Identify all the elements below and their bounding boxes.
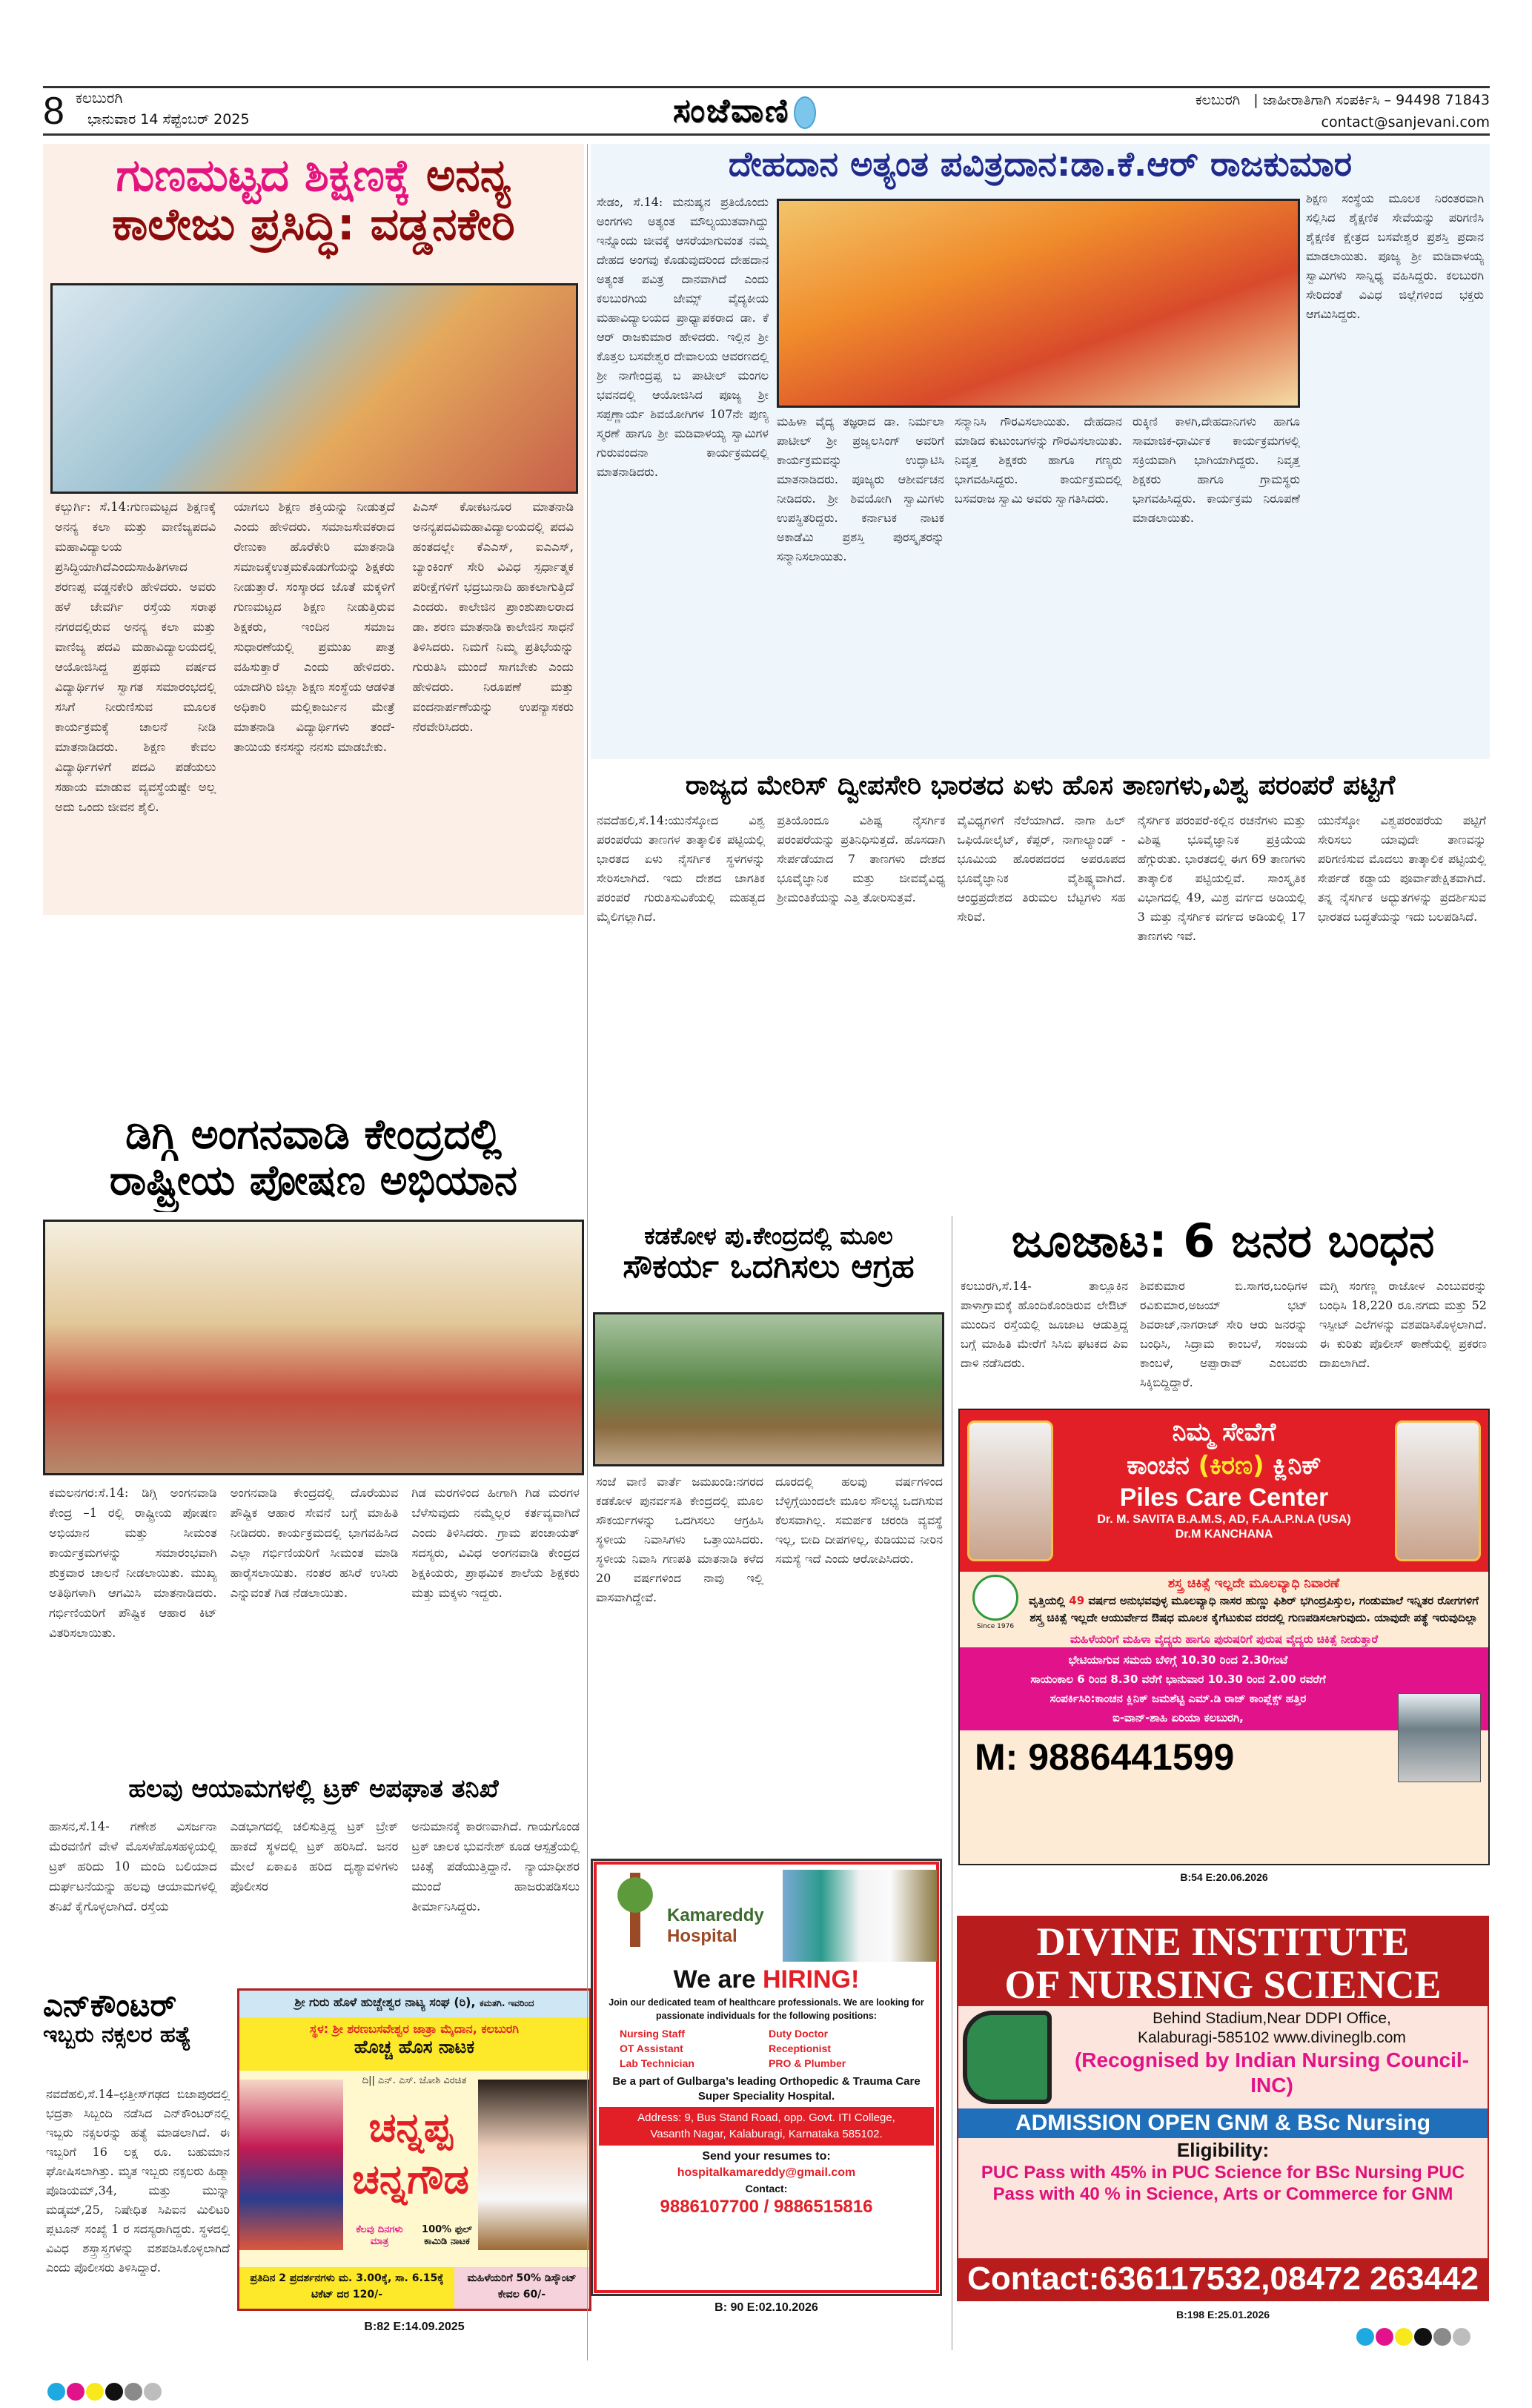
clinic-address1: ಸಂಪರ್ಕಿಸಿರಿ:ಕಾಂಚನ ಕ್ಲಿನಿಕ್ ಜಮಶೆಟ್ಟಿ ಎಮ್.ಡಿ ರಾಜ್ ಕಾಂಪ್ಲೆಕ್ಸ್ ಹತ್ತಿರ bbox=[1049, 1692, 1307, 1705]
black-dot-icon bbox=[1414, 2328, 1432, 2346]
actress-photo bbox=[239, 2080, 343, 2250]
clinic-slogan: ಶಸ್ತ್ರ ಚಿಕಿತ್ಸೆ ಇಲ್ಲದೇ ಮೂಲವ್ಯಾಧಿ ನಿವಾರಣೆ bbox=[1167, 1576, 1340, 1591]
headline-truck: ಹಲವು ಆಯಾಮಗಳಲ್ಲಿ ಟ್ರಕ್ ಅಪಘಾತ ತನಿಖೆ bbox=[128, 1776, 499, 1804]
clinic-ad-code: B:54 E:20.06.2026 bbox=[1180, 1871, 1268, 1883]
clinic-women: ಮಹಿಳೆಯರಿಗೆ ಮಹಿಳಾ ವೈದ್ಯರು ಹಾಗೂ ಪುರುಷರಿಗೆ ಪುರುಷ ವೈದ್ಯರು ಚಿಕಿತ್ಸೆ ನೀಡುತ್ತಾರೆ bbox=[1070, 1633, 1379, 1646]
doctor-savita-photo bbox=[967, 1420, 1053, 1561]
article-heritage-body bbox=[597, 811, 1486, 1197]
staff-photo bbox=[783, 1870, 937, 1962]
drama-shows: ಪ್ರತಿದಿನ 2 ಪ್ರದರ್ಶನಗಳು ಮ. 3.00ಕ್ಕೆ, ಸಾ. 6.15ಕ್ಕೆ ಟಿಕೆಟ್ ದರ 120/- bbox=[239, 2267, 454, 2309]
clinic-name-a: ಕಾಂಚನ bbox=[1127, 1451, 1190, 1481]
globe-icon bbox=[794, 96, 816, 129]
nursing-recognition: (Recognised by Indian Nursing Council- INC) bbox=[1074, 2048, 1470, 2097]
photo-college-event bbox=[50, 283, 578, 494]
gray-dot-icon bbox=[125, 2383, 142, 2401]
heritage-col-4: ನೈಸರ್ಗಿಕ ಪರಂಪರೆ-ಕಲ್ಲಿನ ರಚನೆಗಳು ಮತ್ತು ವಿಶಿಷ್ಟ ಭೂವೈಜ್ಞಾನಿಕ ಪ್ರಕ್ರಿಯೆಯ ಹೆಗ್ಗುರುತು. ಭಾರತದಲ್ಲಿ ಈಗ 69 ತಾಣಗಳು ತಾತ್ಕಾಲಿಕ ಪಟ್ಟಿಯಲ್ಲಿವೆ. ಸಾಂಸ್ಕೃತಿಕ ವಿಭಾಗದಲ್ಲಿ 49, ಮಿಶ್ರ ವರ್ಗದ ಅಡಿಯಲ್ಲಿ 3 ಮತ್ತು ನೈಸರ್ಗಿಕ ವರ್ಗದ ಅಡಿಯಲ್ಲಿ 17 ತಾಣಗಳು ಇವೆ. bbox=[1137, 813, 1306, 943]
lightgray-dot-icon bbox=[1453, 2328, 1470, 2346]
article-college-body bbox=[55, 497, 574, 912]
clinic-line1: ನಿಮ್ಮ ಸೇವೆಗೆ bbox=[1172, 1418, 1276, 1447]
encounter-body: ನವದೆಹಲಿ,ಸೆ.14–ಛತ್ತೀಸ್‌ಗಢದ ಬಿಜಾಪುರದಲ್ಲಿ ಭದ್ರತಾ ಸಿಬ್ಬಂದಿ ನಡೆಸಿದ ಎನ್‌ಕೌಂಟರ್‌ನಲ್ಲಿ ಇಬ್ಬರು ನಕ್ಸಲರನ್ನು ಹತ್ಯೆ ಮಾಡಲಾಗಿದೆ. ಈ ಇಬ್ಬರಿಗೆ 16 ಲಕ್ಷ ರೂ. ಬಹುಮಾನ ಘೋಷಿಸಲಾಗಿತ್ತು. ಮೃತ ಇಬ್ಬರು ನಕ್ಸಲರು ಹಿಡ್ಮಾ ಪೊಡಿಯಮ್,34, ಮತ್ತು ಮುನ್ನಾ ಮಡ್ಕಮ್,25, ನಿಷೇಧಿತ ಸಿಪಿಐನ ಮಿಲಿಟರಿ ಪ್ಲಟೂನ್ ಸಂಖ್ಯೆ 1 ರ ಸದಸ್ಯರಾಗಿದ್ದರು. ಸ್ಥಳದಲ್ಲಿ ವಿವಿಧ ಶಸ್ತ್ರಾಸ್ತ್ರಗಳನ್ನು ವಶಪಡಿಸಿಕೊಳ್ಳಲಾಗಿದೆ ಎಂದು ಪೊಲೀಸರು ತಿಳಿಸಿದ್ದಾರೆ. bbox=[46, 2087, 230, 2275]
truck-col-1: ಹಾಸನ,ಸೆ.14- ಗಣೇಶ ವಿಸರ್ಜನಾ ಮೆರವಣಿಗೆ ವೇಳೆ ಮೊಸಳೆಹೊಸಹಳ್ಳಿಯಲ್ಲಿ ಟ್ರಕ್ ಹರಿದು 10 ಮಂದಿ ಬಲಿಯಾದ ದುರ್ಘಟನೆಯನ್ನು ಹಲವು ಆಯಾಮಗಳಲ್ಲಿ ತನಿಖೆ ಕೈಗೊಳ್ಳಲಾಗಿದೆ. ರಸ್ತೆಯ bbox=[49, 1819, 217, 1914]
actor-photo bbox=[478, 2080, 589, 2250]
headline-kadakol bbox=[591, 1223, 946, 1305]
clinic-body: ವರ್ಷದ ಅನುಭವವುಳ್ಳ ಮೂಲವ್ಯಾಧಿ ನಾಸರ ಹುಣ್ಣು ಫಿಶಿರ್ ಭಗಿಂದ್ರಪಿಸ್ತುಲ, ಗಂಡುಮಾಲೆ ಇನ್ನಿತರ ರೋಗಗಳಿಗೆ ಶಸ್ತ್ರ ಚಿಕಿತ್ಸೆ ಇಲ್ಲದೇ ಆಯುರ್ವೇದ ಔಷಧ ಮೂಲಕ ಕೈಗೆಟುಕುವ ದರದಲ್ಲಿ ಗುಣಪಡಿಸಲಾಗುವುದು. ಯಾವುದೇ ಪತ್ಥೆ ಇರುವುದಿಲ್ಲಾ bbox=[1029, 1594, 1479, 1624]
resume-label: Send your resumes to: bbox=[702, 2150, 831, 2163]
clinic-timing1: ಭೇಟಿಯಾಗುವ ಸಮಯ ಬೆಳಿಗ್ಗೆ 10.30 ರಿಂದ 2.30ಗಂಟೆ bbox=[1068, 1653, 1288, 1667]
contact-email[interactable]: contact@sanjevani.com bbox=[1321, 114, 1490, 130]
headline-kadakol-line1: ಕಡಕೋಳ ಪು.ಕೇಂದ್ರದಲ್ಲಿ ಮೂಲ bbox=[644, 1223, 893, 1250]
clinic-body-pre: ವೃತ್ತಿಯಲ್ಲಿ bbox=[1029, 1594, 1066, 1607]
headline-heritage: ರಾಜ್ಯದ ಮೇರಿಸ್ ದ್ವೀಪಸೇರಿ ಭಾರತದ ಏಳು ಹೊಸ ತಾಣಗಳು,ವಿಶ್ವ ಪರಂಪರೆ ಪಟ್ಟಿಗೆ bbox=[685, 771, 1396, 801]
nursing-title-line1: DIVINE INSTITUTE bbox=[1036, 1919, 1410, 1964]
hiring-label: HIRING! bbox=[763, 1965, 860, 1994]
drama-title-line2: ಚನ್ನಗೌಡ bbox=[352, 2156, 469, 2203]
clinic-years: 49 bbox=[1069, 1594, 1085, 1607]
photo-organ-event bbox=[777, 199, 1300, 408]
drama-venue: ಸ್ಥಳ: ಶ್ರೀ ಶರಣಬಸವೇಶ್ವರ ಜಾತ್ರಾ ಮೈದಾನ, ಕಲಬುರಗಿ bbox=[309, 2022, 520, 2036]
heritage-col-5: ಯುನೆಸ್ಕೋ ವಿಶ್ವಪರಂಪರೆಯ ಪಟ್ಟಿಗೆ ಸೇರಿಸಲು ಯಾವುದೇ ತಾಣವನ್ನು ಪರಿಗಣಿಸುವ ಮೊದಲು ತಾತ್ಕಾಲಿಕ ಪಟ್ಟಿಯಲ್ಲಿ ಸೇರ್ಪಡೆ ಕಡ್ಡಾಯ ಪೂರ್ವಾಪೇಕ್ಷಿತವಾಗಿದೆ. ತನ್ನ ನೈಸರ್ಗಿಕ ಅದ್ಭುತಗಳನ್ನು ಪ್ರದರ್ಶಿಸುವ ಭಾರತದ ಬದ್ಧತೆಯನ್ನು ಇದು ಬಲಪಡಿಸಿದೆ. bbox=[1317, 813, 1486, 924]
anganwadi-col-3: ಗಿಡ ಮರಗಳಿಂದ ಹೀಗಾಗಿ ಗಿಡ ಮರಗಳ ಬೆಳೆಸುವುದು ನಮ್ಮೆಲ್ಲರ ಕರ್ತವ್ಯವಾಗಿದೆ ಎಂದು ತಿಳಿಸಿದರು. ಗ್ರಾಮ ಪಂಚಾಯತ್ ಸದಸ್ಯರು, ವಿವಿಧ ಅಂಗನವಾಡಿ ಕೇಂದ್ರದ ಶಿಕ್ಷಕಿಯರು, ಪ್ರಾಥಮಿಕ ಶಾಲೆಯ ಶಿಕ್ಷಕರು ಮತ್ತು ಮಕ್ಕಳು ಇದ್ದರು. bbox=[411, 1486, 580, 1600]
drama-troupe: ಶ್ರೀ ಗುರು ಹೊಳೆ ಹುಚ್ಚೇಶ್ವರ ನಾಟ್ಯ ಸಂಘ (ರಿ), bbox=[294, 1995, 476, 2009]
drama-few-days: ಕೆಲವು ದಿನಗಳು ಮಾತ್ರ bbox=[356, 2224, 403, 2247]
tree-logo-icon bbox=[609, 1873, 661, 1947]
headline-anganwadi-line2: ರಾಷ್ಟ್ರೀಯ ಪೋಷಣ ಅಭಿಯಾನ bbox=[109, 1156, 518, 1205]
clinic-since: Since 1976 bbox=[976, 1623, 1015, 1630]
masthead-right-city: ಕಲಬುರಗಿ bbox=[1195, 92, 1241, 108]
hospital-name-line1: Kamareddy bbox=[667, 1905, 764, 1925]
gray-dot-icon bbox=[1433, 2328, 1451, 2346]
heritage-col-1: ನವದೆಹಲಿ,ಸೆ.14:ಯುನೆಸ್ಕೋದ ವಿಶ್ವ ಪರಂಪರೆಯ ತಾಣಗಳ ತಾತ್ಕಾಲಿಕ ಪಟ್ಟಿಯಲ್ಲಿ ಭಾರತದ ಏಳು ನೈಸರ್ಗಿಕ ಸ್ಥಳಗಳನ್ನು ಸೇರಿಸಲಾಗಿದೆ. ಇದು ದೇಶದ ಜಾಗತಿಕ ಪರಂಪರೆ ಗುರುತಿಸುವಿಕೆಯಲ್ಲಿ ಮಹತ್ವದ ಮೈಲಿಗಲ್ಲಾಗಿದೆ. bbox=[597, 813, 766, 924]
ad-clinic[interactable] bbox=[958, 1409, 1490, 1865]
photo-kadakol bbox=[593, 1312, 944, 1466]
drama-troupe-suffix: ಕಮತಗಿ. ಇವರಿಂದ bbox=[480, 1998, 534, 2008]
headline-kadakol-line2: ಸೌಕರ್ಯ ಒದಗಿಸಲು ಆಗ್ರಹ bbox=[623, 1248, 915, 1286]
hiring-prefix: We are bbox=[673, 1965, 756, 1994]
drama-new-play: ಹೊಚ್ಚ ಹೊಸ ನಾಟಕ bbox=[354, 2037, 475, 2057]
headline-gambling: ಜೂಜಾಟ: 6 ಜನರ ಬಂಧನ bbox=[1011, 1216, 1435, 1268]
headline-encounter bbox=[43, 1988, 228, 2085]
clinic-mobile-row bbox=[960, 1730, 1488, 1864]
clinic-doctor1: Dr. M. SAVITA B.A.M.S, AD, F.A.A.P.N.A (USA) bbox=[1097, 1513, 1351, 1526]
ad-hospital[interactable] bbox=[591, 1859, 942, 2296]
heritage-col-2: ಪ್ರತಿಯೊಂದೂ ವಿಶಿಷ್ಟ ನೈಸರ್ಗಿಕ ಪರಂಪರೆಯನ್ನು ಪ್ರತಿನಿಧಿಸುತ್ತದೆ. ಹೊಸದಾಗಿ ಸೇರ್ಪಡೆಯಾದ 7 ತಾಣಗಳು ದೇಶದ ಭೂವೈಜ್ಞಾನಿಕ ಮತ್ತು ಜೀವವೈವಿಧ್ಯ ಶ್ರೀಮಂತಿಕೆಯನ್ನು ಎತ್ತಿ ತೋರಿಸುತ್ತವೆ. bbox=[777, 813, 946, 904]
position-item: Duty Doctor bbox=[769, 2028, 829, 2040]
headline-college-dark: ಅನನ್ಯ bbox=[425, 150, 511, 202]
hospital-ad-code: B: 90 E:02.10.2026 bbox=[714, 2301, 818, 2314]
clinic-mobile[interactable]: M: 9886441599 bbox=[975, 1736, 1235, 1778]
hospital-name-line2: Hospital bbox=[667, 1926, 737, 1946]
headline-anganwadi bbox=[43, 1112, 584, 1212]
hiring-intro: Join our dedicated team of healthcare professionals. We are looking for passionate individuals for the following positions: bbox=[609, 1997, 924, 2021]
kadakol-col-2: ದೂರದಲ್ಲಿ ಹಲವು ವರ್ಷಗಳಿಂದ ಬೆಳ್ಳಿಗ್ಗೆಯಿಂದಲೇ ಮೂಲ ಸೌಲಭ್ಯ ಒದಗಿಸುವ ಕೆಲಸವಾಗಿಲ್ಲ. ಸಮರ್ಪಕ ಚರಂಡಿ ವ್ಯವಸ್ಥೆ ಇಲ್ಲ, ಬೀದಿ ದೀಪಗಳಿಲ್ಲ, ಕುಡಿಯುವ ನೀರಿನ ಸಮಸ್ಯೆ ಇದೆ ಎಂದು ಆರೋಪಿಸಿದರು. bbox=[775, 1475, 943, 1566]
clinic-english: Piles Care Center bbox=[1119, 1484, 1329, 1512]
position-item: Receptionist bbox=[769, 2042, 832, 2054]
masthead-city: ಕಲಬುರಗಿ bbox=[76, 89, 123, 107]
kadakol-col-1: ಸಂಜೆ ವಾಣಿ ವಾರ್ತೆ ಜಮಖಂಡಿ:ನಗರದ ಕಡಕೋಳ ಪುನರ್ವಸತಿ ಕೇಂದ್ರದಲ್ಲಿ ಮೂಲ ಸೌಕರ್ಯಗಳನ್ನು ಒದಗಿಸಲು ಆಗ್ರಹಿಸಿ ಸ್ಥಳೀಯ ನಿವಾಸಿಗಳು ಒತ್ತಾಯಿಸಿದರು. ಸ್ಥಳೀಯ ನಿವಾಸಿ ಗಣಪತಿ ಮಾತನಾಡಿ ಕಳೆದ 20 ವರ್ಷಗಳಿಂದ ನಾವು ಇಲ್ಲಿ ವಾಸವಾಗಿದ್ದೇವೆ. bbox=[596, 1475, 763, 1604]
magenta-dot-icon bbox=[67, 2383, 84, 2401]
organ-col-5: ಶಿಕ್ಷಣ ಸಂಸ್ಥೆಯ ಮೂಲಕ ನಿರಂತರವಾಗಿ ಸಲ್ಲಿಸಿದ ಶೈಕ್ಷಣಿಕ ಸೇವೆಯನ್ನು ಪರಿಗಣಿಸಿ ಶೈಕ್ಷಣಿಕ ಕ್ಷೇತ್ರದ ಬಸವೇಶ್ವರ ಪ್ರಶಸ್ತಿ ಪ್ರದಾನ ಮಾಡಲಾಯಿತು. ಪೂಜ್ಯ ಶ್ರೀ ಮಡಿವಾಳಯ್ಯ ಸ್ವಾಮಿಗಳು ಸಾನ್ನಿಧ್ಯ ವಹಿಸಿದ್ದರು. ಕಲಬುರಗಿ ಸೇರಿದಂತೆ ವಿವಿಧ ಜಿಲ್ಲೆಗಳಿಂದ ಭಕ್ತರು ಆಗಮಿಸಿದ್ದರು. bbox=[1306, 191, 1484, 321]
column-divider bbox=[587, 144, 588, 2361]
clinic-doctor2: Dr.M KANCHANA bbox=[1175, 1528, 1273, 1541]
heritage-col-3: ವೈವಿಧ್ಯಗಳಿಗೆ ನೆಲೆಯಾಗಿದೆ. ನಾಗಾ ಹಿಲ್ ಒಫಿಯೋಲೈಟ್, ಕೆಪ್ಪರ್, ನಾಗಾಲ್ಯಾಂಡ್ - ಭೂಮಿಯ ಹೊರಪದರದ ಅಪರೂಪದ ಭೂವೈಜ್ಞಾನಿಕ ವೈಶಿಷ್ಟ್ಯವಾಗಿದೆ. ಆಂಧ್ರಪ್ರದೇಶದ ತಿರುಮಲ ಬೆಟ್ಟಗಳು ಸಹ ಸೇರಿವೆ. bbox=[957, 813, 1126, 924]
contact-label: Contact: bbox=[745, 2183, 788, 2194]
truck-col-3: ಅನುಮಾನಕ್ಕೆ ಕಾರಣವಾಗಿದೆ. ಗಾಯಗೊಂಡ ಟ್ರಕ್ ಚಾಲಕ ಭುವನೇಶ್ ಕೂಡ ಆಸ್ಪತ್ರೆಯಲ್ಲಿ ಚಿಕಿತ್ಸೆ ಪಡೆಯುತ್ತಿದ್ದಾನೆ. ನ್ಯಾಯಾಧೀಶರ ಮುಂದೆ ಹಾಜರುಪಡಿಸಲು ತೀರ್ಮಾನಿಸಿದ್ದರು. bbox=[411, 1819, 580, 1914]
nursing-admission: ADMISSION OPEN GNM & BSc Nursing bbox=[958, 2108, 1488, 2138]
nursing-contact[interactable]: Contact:636117532,08472 263442 bbox=[958, 2258, 1488, 2300]
college-col-2: ಯಾಗಲು ಶಿಕ್ಷಣ ಶಕ್ತಿಯನ್ನು ನೀಡುತ್ತದೆ ಎಂದು ಹೇಳಿದರು. ಸಮಾಜಸೇವಕರಾದ ರೇಣುಕಾ ಹೊರೆಕೇರಿ ಮಾತನಾಡಿ ಸಮಾಜಕ್ಕೆಉತ್ತಮಕೊಡುಗೆಯನ್ನು ಶಿಕ್ಷಕರು ನೀಡುತ್ತಾರೆ. ಸಂಸ್ಕಾರದ ಜೊತೆ ಮಕ್ಕಳಿಗೆ ಗುಣಮಟ್ಟದ ಶಿಕ್ಷಣ ನೀಡುತ್ತಿರುವ ಶಿಕ್ಷಕರು, ಇಂದಿನ ಸಮಾಜ ಸುಧಾರಣೆಯಲ್ಲಿ ಪ್ರಮುಖ ಪಾತ್ರ ವಹಿಸುತ್ತಾರೆ ಎಂದು ಹೇಳಿದರು. ಯಾದಗಿರಿ ಜಿಲ್ಲಾ ಶಿಕ್ಷಣ ಸಂಸ್ಥೆಯ ಆಡಳಿತ ಅಧಿಕಾರಿ ಮಲ್ಲಿಕಾರ್ಜುನ ಮೇತ್ರೆ ಮಾತನಾಡಿ ವಿದ್ಯಾರ್ಥಿಗಳು ತಂದೆ-ತಾಯಿಯ ಕನಸನ್ನು ನನಸು ಮಾಡಬೇಕು. bbox=[233, 500, 395, 754]
article-anganwadi-body bbox=[49, 1483, 580, 1750]
logo-text: ಸಂಜೆವಾಣಿ bbox=[673, 92, 790, 130]
organ-col-1: ಸೇಡಂ, ಸೆ.14: ಮನುಷ್ಯನ ಪ್ರತಿಯೊಂದು ಅಂಗಗಳು ಅತ್ಯಂತ ಮೌಲ್ಯಯುತವಾಗಿದ್ದು ಇನ್ನೊಂದು ಜೀವಕ್ಕೆ ಆಸರೆಯಾಗುವಂತ ನಮ್ಮ ದೇಹದ ಅಂಗವು ಕೊಡುವುದರಿಂದ ದೇಹದಾನ ಅತ್ಯಂತ ಪವಿತ್ರ ದಾನವಾಗಿದೆ ಎಂದು ಕಲಬುರಗಿಯ ಜೇಮ್ಸ್ ವೈದ್ಯಕೀಯ ಮಹಾವಿದ್ಯಾಲಯದ ಪ್ರಾಧ್ಯಾಪಕರಾದ ಡಾ. ಕೆ ಆರ್ ರಾಜಕುಮಾರ ಹೇಳಿದರು. ಇಲ್ಲಿನ ಶ್ರೀ ಕೊತ್ತಲ ಬಸವೇಶ್ವರ ದೇವಾಲಯ ಆವರಣದಲ್ಲಿ ಶ್ರೀ ನಾಗೇಂದ್ರಪ್ಪ ಬ ಪಾಟೀಲ್ ಮಂಗಲ ಭವನದಲ್ಲಿ ಆಯೋಜಿಸಿದ ಪೂಜ್ಯ ಶ್ರೀ ಸಪ್ಪಣ್ಣಾರ್ಯ ಶಿವಯೋಗಿಗಳ 107ನೇ ಪುಣ್ಯ ಸ್ಮರಣೆ ಹಾಗೂ ಶ್ರೀ ಮಡಿವಾಳಯ್ಯ ಸ್ವಾಮಿಗಳ ಗುರುವಂದನಾ ಕಾರ್ಯಕ್ರಮದಲ್ಲಿ ಮಾತನಾಡಿದರು. bbox=[597, 195, 769, 479]
position-item: PRO & Plumber bbox=[769, 2057, 846, 2069]
clinic-name-c: ಕ್ಲಿನಿಕ್ bbox=[1273, 1451, 1322, 1481]
article-gambling-body bbox=[961, 1277, 1487, 1400]
college-col-1: ಕಲ್ಬುರ್ಗಿ: ಸೆ.14:ಗುಣಮಟ್ಟದ ಶಿಕ್ಷಣಕ್ಕೆ ಅನನ್ಯ ಕಲಾ ಮತ್ತು ವಾಣಿಜ್ಯಪದವಿ ಮಹಾವಿದ್ಯಾಲಯ ಪ್ರಸಿದ್ಧಿಯಾಗಿದೆಎಂದುಸಾಹಿತಿಗಳಾದ ಶರಣಪ್ಪ ವಡ್ಡನಕೇರಿ ಹೇಳಿದರು. ಅವರು ಹಳೆ ಜೇವರ್ಗಿ ರಸ್ತೆಯ ಸರಾಫ ನಗರದಲ್ಲಿರುವ ಅನನ್ಯ ಕಲಾ ಮತ್ತು ವಾಣಿಜ್ಯ ಪದವಿ ಮಹಾವಿದ್ಯಾಲಯದಲ್ಲಿ ಆಯೋಜಿಸಿದ್ದ ಪ್ರಥಮ ವರ್ಷದ ವಿದ್ಯಾರ್ಥಿಗಳ ಸ್ವಾಗತ ಸಮಾರಂಭದಲ್ಲಿ ಸಸಿಗೆ ನೀರುಣಿಸುವ ಮೂಲಕ ಕಾರ್ಯಕ್ರಮಕ್ಕೆ ಚಾಲನೆ ನೀಡಿ ಮಾತನಾಡಿದರು. ಶಿಕ್ಷಣ ಕೇವಲ ವಿದ್ಯಾರ್ಥಿಗಳಿಗೆ ಪದವಿ ಪಡೆಯಲು ಸಹಾಯ ಮಾಡುವ ವ್ಯವಸ್ಥೆಯಷ್ಟೇ ಅಲ್ಲ ಅದು ಒಂದು ಜೀವನ ಶೈಲಿ. bbox=[55, 500, 216, 814]
nursing-eligibility: PUC Pass with 45% in PUC Science for BSc Nursing PUC Pass with 40 % in Science, Arts or Commerce for GNM bbox=[981, 2163, 1465, 2204]
hospital-phones[interactable]: 9886107700 / 9886515816 bbox=[660, 2197, 873, 2217]
organ-col-3: ಸನ್ಮಾನಿಸಿ ಗೌರವಿಸಲಾಯಿತು. ದೇಹದಾನ ಮಾಡಿದ ಕುಟುಂಬಗಳನ್ನು ಗೌರವಿಸಲಾಯಿತು. ನಿವೃತ್ತ ಶಿಕ್ಷಕರು ಹಾಗೂ ಗಣ್ಯರು ಭಾಗವಹಿಸಿದ್ದರು. ಕಾರ್ಯಕ್ರಮದಲ್ಲಿ ಬಸವರಾಜ ಸ್ವಾಮಿ ಅವರು ಸ್ವಾಗತಿಸಿದರು. bbox=[955, 414, 1122, 506]
college-col-3: ಪಿಎಸ್ ಕೋಕಟನೂರ ಮಾತನಾಡಿ ಅನನ್ಯಪದವಿಮಹಾವಿದ್ಯಾಲಯದಲ್ಲಿ ಪದವಿ ಹಂತದಲ್ಲೇ ಕೆಎಎಸ್, ಐಎಎಸ್, ಬ್ಯಾಂಕಿಂಗ್ ಸೇರಿ ವಿವಿಧ ಸ್ಪರ್ಧಾತ್ಮಕ ಪರೀಕ್ಷೆಗಳಿಗೆ ಭದ್ರಬುನಾದಿ ಹಾಕಲಾಗುತ್ತಿದೆ ಎಂದರು. ಕಾಲೇಜಿನ ಪ್ರಾಂಶುಪಾಲರಾದ ಡಾ. ಶರಣ ಮಾತನಾಡಿ ಕಾಲೇಜಿನ ಸಾಧನೆ ತಿಳಿಸಿದರು. ನಿಮಗೆ ನಿಮ್ಮ ಪ್ರತಿಭೆಯನ್ನು ಗುರುತಿಸಿ ಮುಂದೆ ಸಾಗಬೇಕು ಎಂದು ಹೇಳಿದರು. ನಿರೂಪಣೆ ಮತ್ತು ವಂದನಾರ್ಪಣೆಯನ್ನು ಉಪನ್ಯಾಸಕರು ನೆರವೇರಿಸಿದರು. bbox=[412, 500, 574, 734]
drama-comedy: 100% ಫುಲ್ ಕಾಮಿಡಿ ನಾಟಕ bbox=[422, 2224, 472, 2247]
headline-anganwadi-line1: ಡಿಗ್ಗಿ ಅಂಗನವಾಡಿ ಕೇಂದ್ರದಲ್ಲಿ bbox=[125, 1112, 502, 1159]
article-kadakol-body bbox=[596, 1472, 943, 1784]
masthead-date: ಭಾನುವಾರ 14 ಸೆಪ್ಟೆಂಬರ್ 2025 bbox=[87, 111, 250, 128]
position-item: Nursing Staff bbox=[620, 2028, 685, 2040]
clinic-address2: ಐ-ವಾನ್-ಶಾಹಿ ಏರಿಯಾ ಕಲಬುರಗಿ, bbox=[1112, 1711, 1244, 1724]
ad-drama[interactable] bbox=[237, 1988, 591, 2311]
article-truck-body bbox=[49, 1816, 580, 1972]
ad-nursing[interactable] bbox=[957, 1916, 1489, 2301]
color-registration-left bbox=[47, 2383, 162, 2401]
black-dot-icon bbox=[105, 2383, 123, 2401]
masthead-contact bbox=[1196, 89, 1490, 133]
drama-discount: ಮಹಿಳೆಯರಿಗೆ 50% ಡಿಸ್ಕೌಂಟ್ ಕೇವಲ 60/- bbox=[454, 2267, 589, 2309]
position-item: OT Assistant bbox=[620, 2042, 683, 2054]
ad-contact: | ಜಾಹೀರಾತಿಗಾಗಿ ಸಂಪರ್ಕಿಸಿ – 94498 71843 bbox=[1253, 92, 1490, 108]
cyan-dot-icon bbox=[1356, 2328, 1374, 2346]
nursing-address-line2[interactable]: Kalaburagi-585102 www.divineglb.com bbox=[1138, 2029, 1406, 2046]
organ-col-2: ಮಹಿಳಾ ವೈದ್ಯ ತಜ್ಞರಾದ ಡಾ. ನಿರ್ಮಲಾ ಪಾಟೀಲ್ ಶ್ರೀ ಪ್ರಜ್ವಲಸಿಂಗ್ ಅವರಿಗೆ ಕಾರ್ಯಕ್ರಮವನ್ನು ಉದ್ಘಾಟಿಸಿ ಮಾತನಾಡಿದರು. ಪೂಜ್ಯರು ಆಶೀರ್ವಚನ ನೀಡಿದರು. ಶ್ರೀ ಶಿವಯೋಗಿ ಸ್ವಾಮಿಗಳು ಉಪಸ್ಥಿತರಿದ್ದರು. ಕರ್ನಾಟಕ ನಾಟಕ ಅಕಾಡೆಮಿ ಪ್ರಶಸ್ತಿ ಪುರಸ್ಕೃತರನ್ನು ಸನ್ಮಾನಿಸಲಾಯಿತು. bbox=[777, 414, 944, 563]
nursing-eligibility-label: Eligibility: bbox=[1176, 2139, 1270, 2161]
newspaper-logo bbox=[673, 92, 820, 130]
organ-col-4: ರುಕ್ಕಿಣಿ ಕಾಳಗಿ,ದೇಹದಾನಿಗಳು ಹಾಗೂ ಸಾಮಾಜಿಕ-ಧಾರ್ಮಿಕ ಕಾರ್ಯಕ್ರಮಗಳಲ್ಲಿ ಸಕ್ರಿಯವಾಗಿ ಭಾಗಿಯಾಗಿದ್ದರು. ನಿವೃತ್ತ ಶಿಕ್ಷಕರು ಹಾಗೂ ಗ್ರಾಮಸ್ಥರು ಭಾಗವಹಿಸಿದ್ದರು. ಕಾರ್ಯಕ್ರಮ ನಿರೂಪಣೆ ಮಾಡಲಾಯಿತು. bbox=[1133, 414, 1300, 525]
gambling-col-2: ಶಿವಕುಮಾರ ಬಿ.ಸಾಗರ,ಬಂಧಿಗಳ ರವಿಕುಮಾರ,ಅಜಯ್ ಭಟ್ ಶಿವರಾಜ್,ನಾಗರಾಜ್ ಸೇರಿ ಆರು ಜನರನ್ನು ಬಂಧಿಸಿ, ಸಿದ್ರಾಮ ಕಾಂಬಳೆ, ಸಂಜಯ ಕಾಂಬಳೆ, ಅಪ್ಪಾರಾವ್ ಎಂಬವರು ಸಿಕ್ಕಿಬಿದ್ದಿದ್ದಾರೆ. bbox=[1140, 1279, 1307, 1389]
yellow-dot-icon bbox=[1395, 2328, 1413, 2346]
position-item: Lab Technician bbox=[620, 2057, 694, 2069]
page-number: 8 bbox=[43, 90, 64, 133]
nursing-title-line2: OF NURSING SCIENCE bbox=[1004, 1962, 1442, 2007]
magenta-dot-icon bbox=[1376, 2328, 1393, 2346]
masthead bbox=[43, 89, 1490, 133]
drama-ad-code: B:82 E:14.09.2025 bbox=[364, 2321, 465, 2333]
photo-anganwadi bbox=[43, 1220, 584, 1475]
headline-college-pink: ಗುಣಮಟ್ಟದ ಶಿಕ್ಷಣಕ್ಕೆ bbox=[116, 150, 411, 202]
gambling-col-1: ಕಲಬುರಗಿ,ಸೆ.14- ತಾಲ್ಲೂಕಿನ ಪಾಳಾಗ್ರಾಮಕ್ಕೆ ಹೊಂದಿಕೊಂಡಿರುವ ಲೇಔಟ್ ಮುಂದಿನ ರಸ್ತೆಯಲ್ಲಿ ಜೂಜಾಟ ಆಡುತ್ತಿದ್ದ ಬಗ್ಗೆ ಮಾಹಿತಿ ಮೇರೆಗೆ ಸಿಸಿಬಿ ಘಟಕದ ಪಿಐ ದಾಳಿ ನಡೆಸಿದರು. bbox=[961, 1279, 1128, 1370]
headline-college-line2: ಕಾಲೇಜು ಪ್ರಸಿದ್ಧಿ: ವಡ್ಡನಕೇರಿ bbox=[112, 199, 515, 251]
caduceus-logo-icon bbox=[972, 1575, 1018, 1621]
hospital-tagline: Be a part of Gulbarga’s leading Orthopedic & Trauma Care Super Speciality Hospital. bbox=[612, 2075, 921, 2103]
anganwadi-col-1: ಕಮಲನಗರ:ಸೆ.14: ಡಿಗ್ಗಿ ಅಂಗನವಾಡಿ ಕೇಂದ್ರ –1 ರಲ್ಲಿ ರಾಷ್ಟ್ರೀಯ ಪೋಷಣ ಅಭಿಯಾನ ಮತ್ತು ಸೀಮಂತ ಕಾರ್ಯಕ್ರಮಗಳನ್ನು ಸಮಾರಂಭವಾಗಿ ಶುಕ್ರವಾರ ಚಾಲನೆ ನೀಡಲಾಯಿತು. ಮುಖ್ಯ ಅತಿಥಿಗಳಾಗಿ ಆಗಮಿಸಿ ಮಾತನಾಡಿದರು. ಗರ್ಭಿಣಿಯರಿಗೆ ಪೌಷ್ಟಿಕ ಆಹಾರ ಕಿಟ್ ವಿತರಿಸಲಾಯಿತು. bbox=[49, 1486, 217, 1640]
clinic-timing2: ಸಾಯಂಕಾಲ 6 ರಿಂದ 8.30 ವರೆಗೆ ಭಾನುವಾರ 10.30 ರಿಂದ 2.00 ರವರೆಗೆ bbox=[1030, 1673, 1326, 1686]
clinic-name-b: (ಕಿರಣ) bbox=[1198, 1451, 1264, 1481]
nursing-ad-code: B:198 E:25.01.2026 bbox=[1175, 2309, 1270, 2321]
headline-encounter-line2: ಇಬ್ಬರು ನಕ್ಸಲರ ಹತ್ಯೆ bbox=[43, 2022, 191, 2048]
hospital-email[interactable]: hospitalkamareddy@gmail.com bbox=[677, 2166, 856, 2179]
gambling-col-3: ಮಗ್ಗಿ ಸಂಗಣ್ಣ ರಾಜೋಳ ಎಂಬುವರನ್ನು ಬಂಧಿಸಿ 18,220 ರೂ.ನಗದು ಮತ್ತು 52 ಇಸ್ಪೀಟ್ ಎಲೆಗಳನ್ನು ವಶಪಡಿಸಿಕೊಳ್ಳಲಾಗಿದೆ. ಈ ಕುರಿತು ಪೊಲೀಸ್ ಠಾಣೆಯಲ್ಲಿ ಪ್ರಕರಣ ದಾಖಲಾಗಿದೆ. bbox=[1319, 1279, 1487, 1370]
doctor-kanchana-photo bbox=[1395, 1420, 1481, 1561]
headline-organ-donation: ದೇಹದಾನ ಅತ್ಯಂತ ಪವಿತ್ರದಾನ:ಡಾ.ಕೆ.ಆರ್ ರಾಜಕುಮಾರ bbox=[728, 144, 1353, 184]
anganwadi-col-2: ಅಂಗನವಾಡಿ ಕೇಂದ್ರದಲ್ಲಿ ದೊರೆಯುವ ಪೌಷ್ಟಿಕ ಆಹಾರ ಸೇವನೆ ಬಗ್ಗೆ ಮಾಹಿತಿ ನೀಡಿದರು. ಕಾರ್ಯಕ್ರಮದಲ್ಲಿ ಭಾಗವಹಿಸಿದ ಎಲ್ಲಾ ಗರ್ಭಿಣಿಯರಿಗೆ ಸೀಮಂತ ಮಾಡಿ ಹಾರೈಸಲಾಯಿತು. ನಂತರ ಹಸಿರೆ ಉಸಿರು ಎನ್ನುವಂತೆ ಗಿಡ ನೆಡಲಾಯಿತು. bbox=[230, 1486, 399, 1600]
color-registration-right bbox=[1356, 2328, 1470, 2346]
yellow-dot-icon bbox=[86, 2383, 104, 2401]
headline-encounter-line1: ಎನ್‌ಕೌಂಟರ್ bbox=[43, 1988, 177, 2023]
drama-title-line1: ಚನ್ನಪ್ಪ bbox=[368, 2104, 453, 2151]
drama-author: ದಿ|| ಎನ್. ಎಸ್. ಜೋಶಿ ವಿರಚಿತ bbox=[362, 2075, 467, 2086]
nursing-address-line1: Behind Stadium,Near DDPI Office, bbox=[1153, 2010, 1391, 2027]
lightgray-dot-icon bbox=[144, 2383, 162, 2401]
clinic-timings bbox=[960, 1647, 1488, 1730]
nursing-logo-icon bbox=[963, 2011, 1052, 2104]
cyan-dot-icon bbox=[47, 2383, 65, 2401]
hospital-address: Address: 9, Bus Stand Road, opp. Govt. ITI College, Vasanth Nagar, Kalaburagi, Karnataka 585102. bbox=[599, 2107, 934, 2146]
truck-col-2: ಎಡಭಾಗದಲ್ಲಿ ಚಲಿಸುತ್ತಿದ್ದ ಟ್ರಕ್ ಬ್ರೇಕ್ ಹಾಕದೆ ಸ್ಥಳದಲ್ಲಿ ಟ್ರಕ್ ಹರಿಸಿದೆ. ಜನರ ಮೇಲೆ ಏಕಾಏಕಿ ಹರಿದ ದೃಶ್ಯಾವಳಿಗಳು ಪೊಲೀಸರ bbox=[230, 1819, 399, 1893]
organ-body-lower bbox=[777, 412, 1300, 756]
